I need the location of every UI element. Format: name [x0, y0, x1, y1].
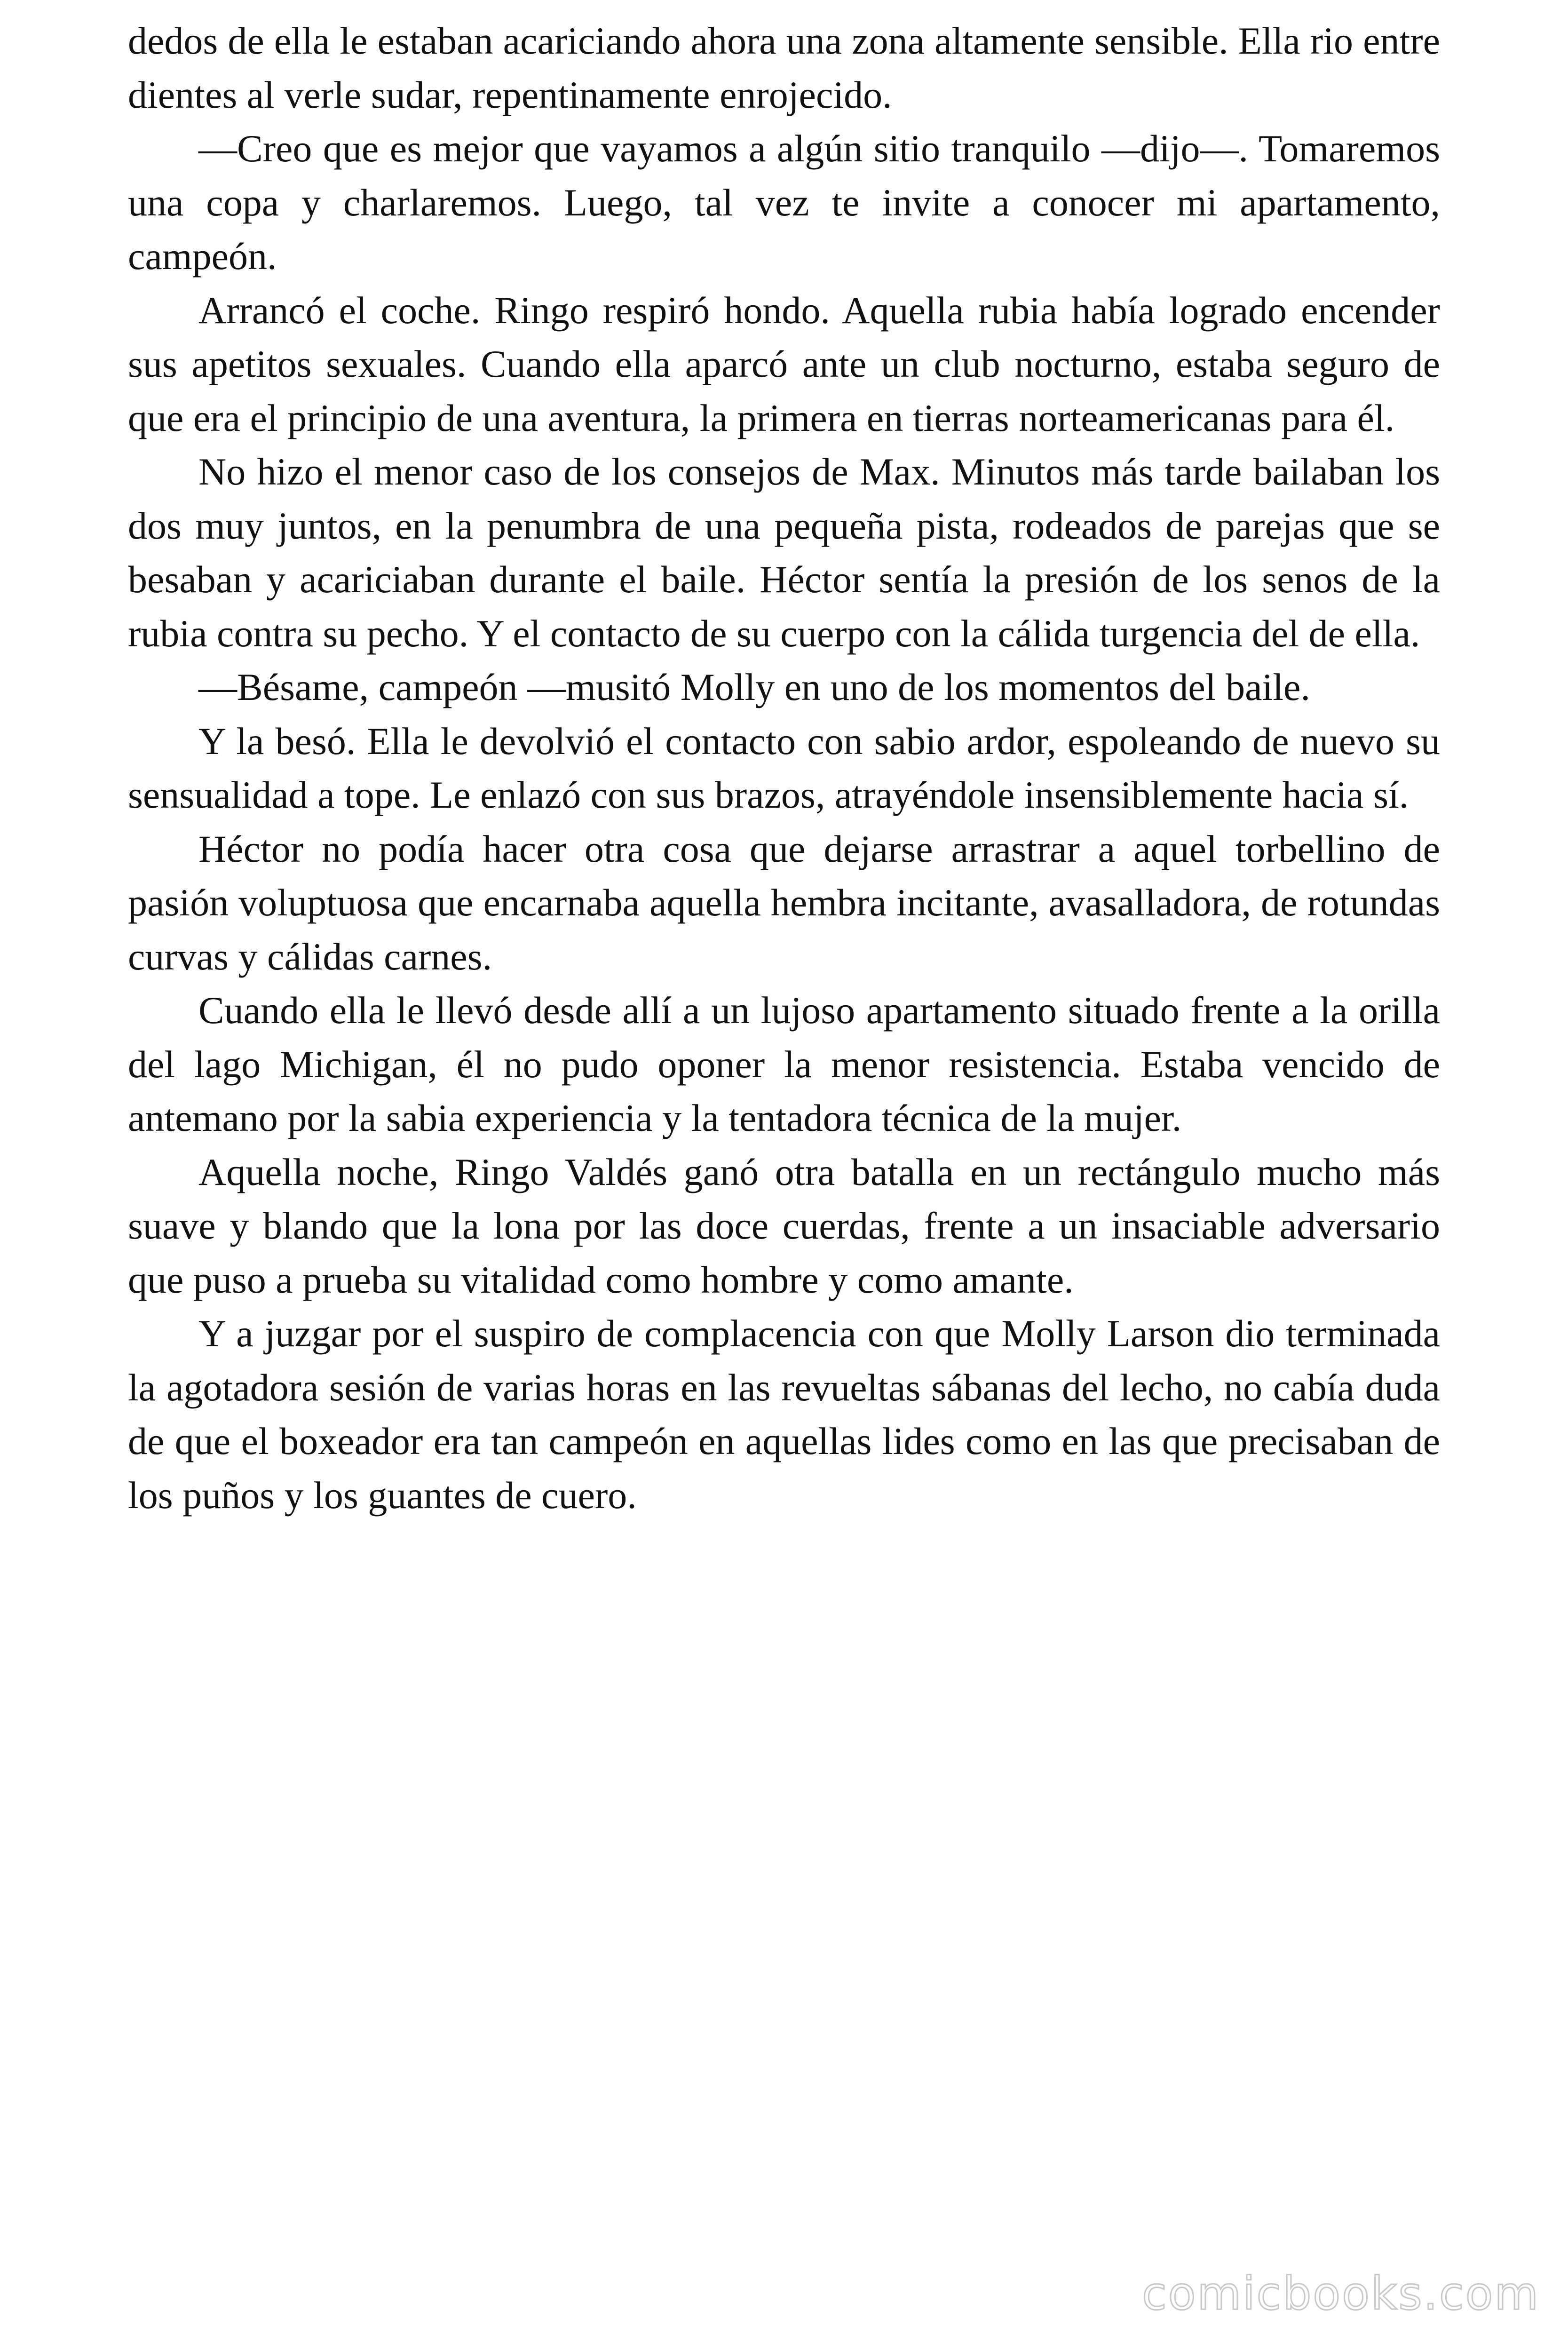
- paragraph-1: dedos de ella le estaban acariciando ahora una zona altamente sensible. Ella rio entre dientes al verle sudar, repentinamente enrojecido.: [128, 19, 1440, 116]
- paragraph-3: Arrancó el coche. Ringo respiró hondo. Aquella rubia había logrado encender sus apetitos sexuales. Cuando ella aparcó ante un club nocturno, estaba seguro de que era el principio de una aventura, la primera en tierras norteamericanas para él.: [128, 288, 1440, 439]
- paragraph-5: —Bésame, campeón —musitó Molly en uno de los momentos del baile.: [198, 666, 1310, 708]
- paragraph-10: Y a juzgar por el suspiro de complacencia con que Molly Larson dio terminada la agotadora sesión de varias horas en las revueltas sábanas del lecho, no cabía duda de que el boxeador era tan campeón en aquellas lides como en las que precisaban de los puños y los guantes de cuero.: [128, 1312, 1440, 1517]
- paragraph-8: Cuando ella le llevó desde allí a un lujoso apartamento situado frente a la orilla del lago Michigan, él no pudo oponer la menor resistencia. Estaba vencido de antemano por la sabia experiencia y la tentadora técnica de la mujer.: [128, 989, 1440, 1139]
- watermark: comicbooks.com: [1141, 2267, 1540, 2320]
- paragraph-4: No hizo el menor caso de los consejos de Max. Minutos más tarde bailaban los dos muy juntos, en la penumbra de una pequeña pista, rodeados de parejas que se besaban y acariciaban durante el baile. Héctor sentía la presión de los senos de la rubia contra su pecho. Y el contacto de su cuerpo con la cálida turgencia del de ella.: [128, 450, 1440, 655]
- paragraph-2: —Creo que es mejor que vayamos a algún sitio tranquilo —dijo—. Tomaremos una copa y charlaremos. Luego, tal vez te invite a conocer mi apartamento, campeón.: [128, 127, 1440, 278]
- paragraph-9: Aquella noche, Ringo Valdés ganó otra batalla en un rectángulo mucho más suave y blando que la lona por las doce cuerdas, frente a un insaciable adversario que puso a prueba su vitalidad como hombre y como amante.: [128, 1150, 1440, 1301]
- paragraph-6: Y la besó. Ella le devolvió el contacto con sabio ardor, espoleando de nuevo su sensualidad a tope. Le enlazó con sus brazos, atrayéndole insensiblemente hacia sí.: [128, 719, 1440, 816]
- page-body-text: [128, 14, 1440, 1522]
- paragraph-7: Héctor no podía hacer otra cosa que dejarse arrastrar a aquel torbellino de pasión voluptuosa que encarnaba aquella hembra incitante, avasalladora, de rotundas curvas y cálidas carnes.: [128, 827, 1440, 978]
